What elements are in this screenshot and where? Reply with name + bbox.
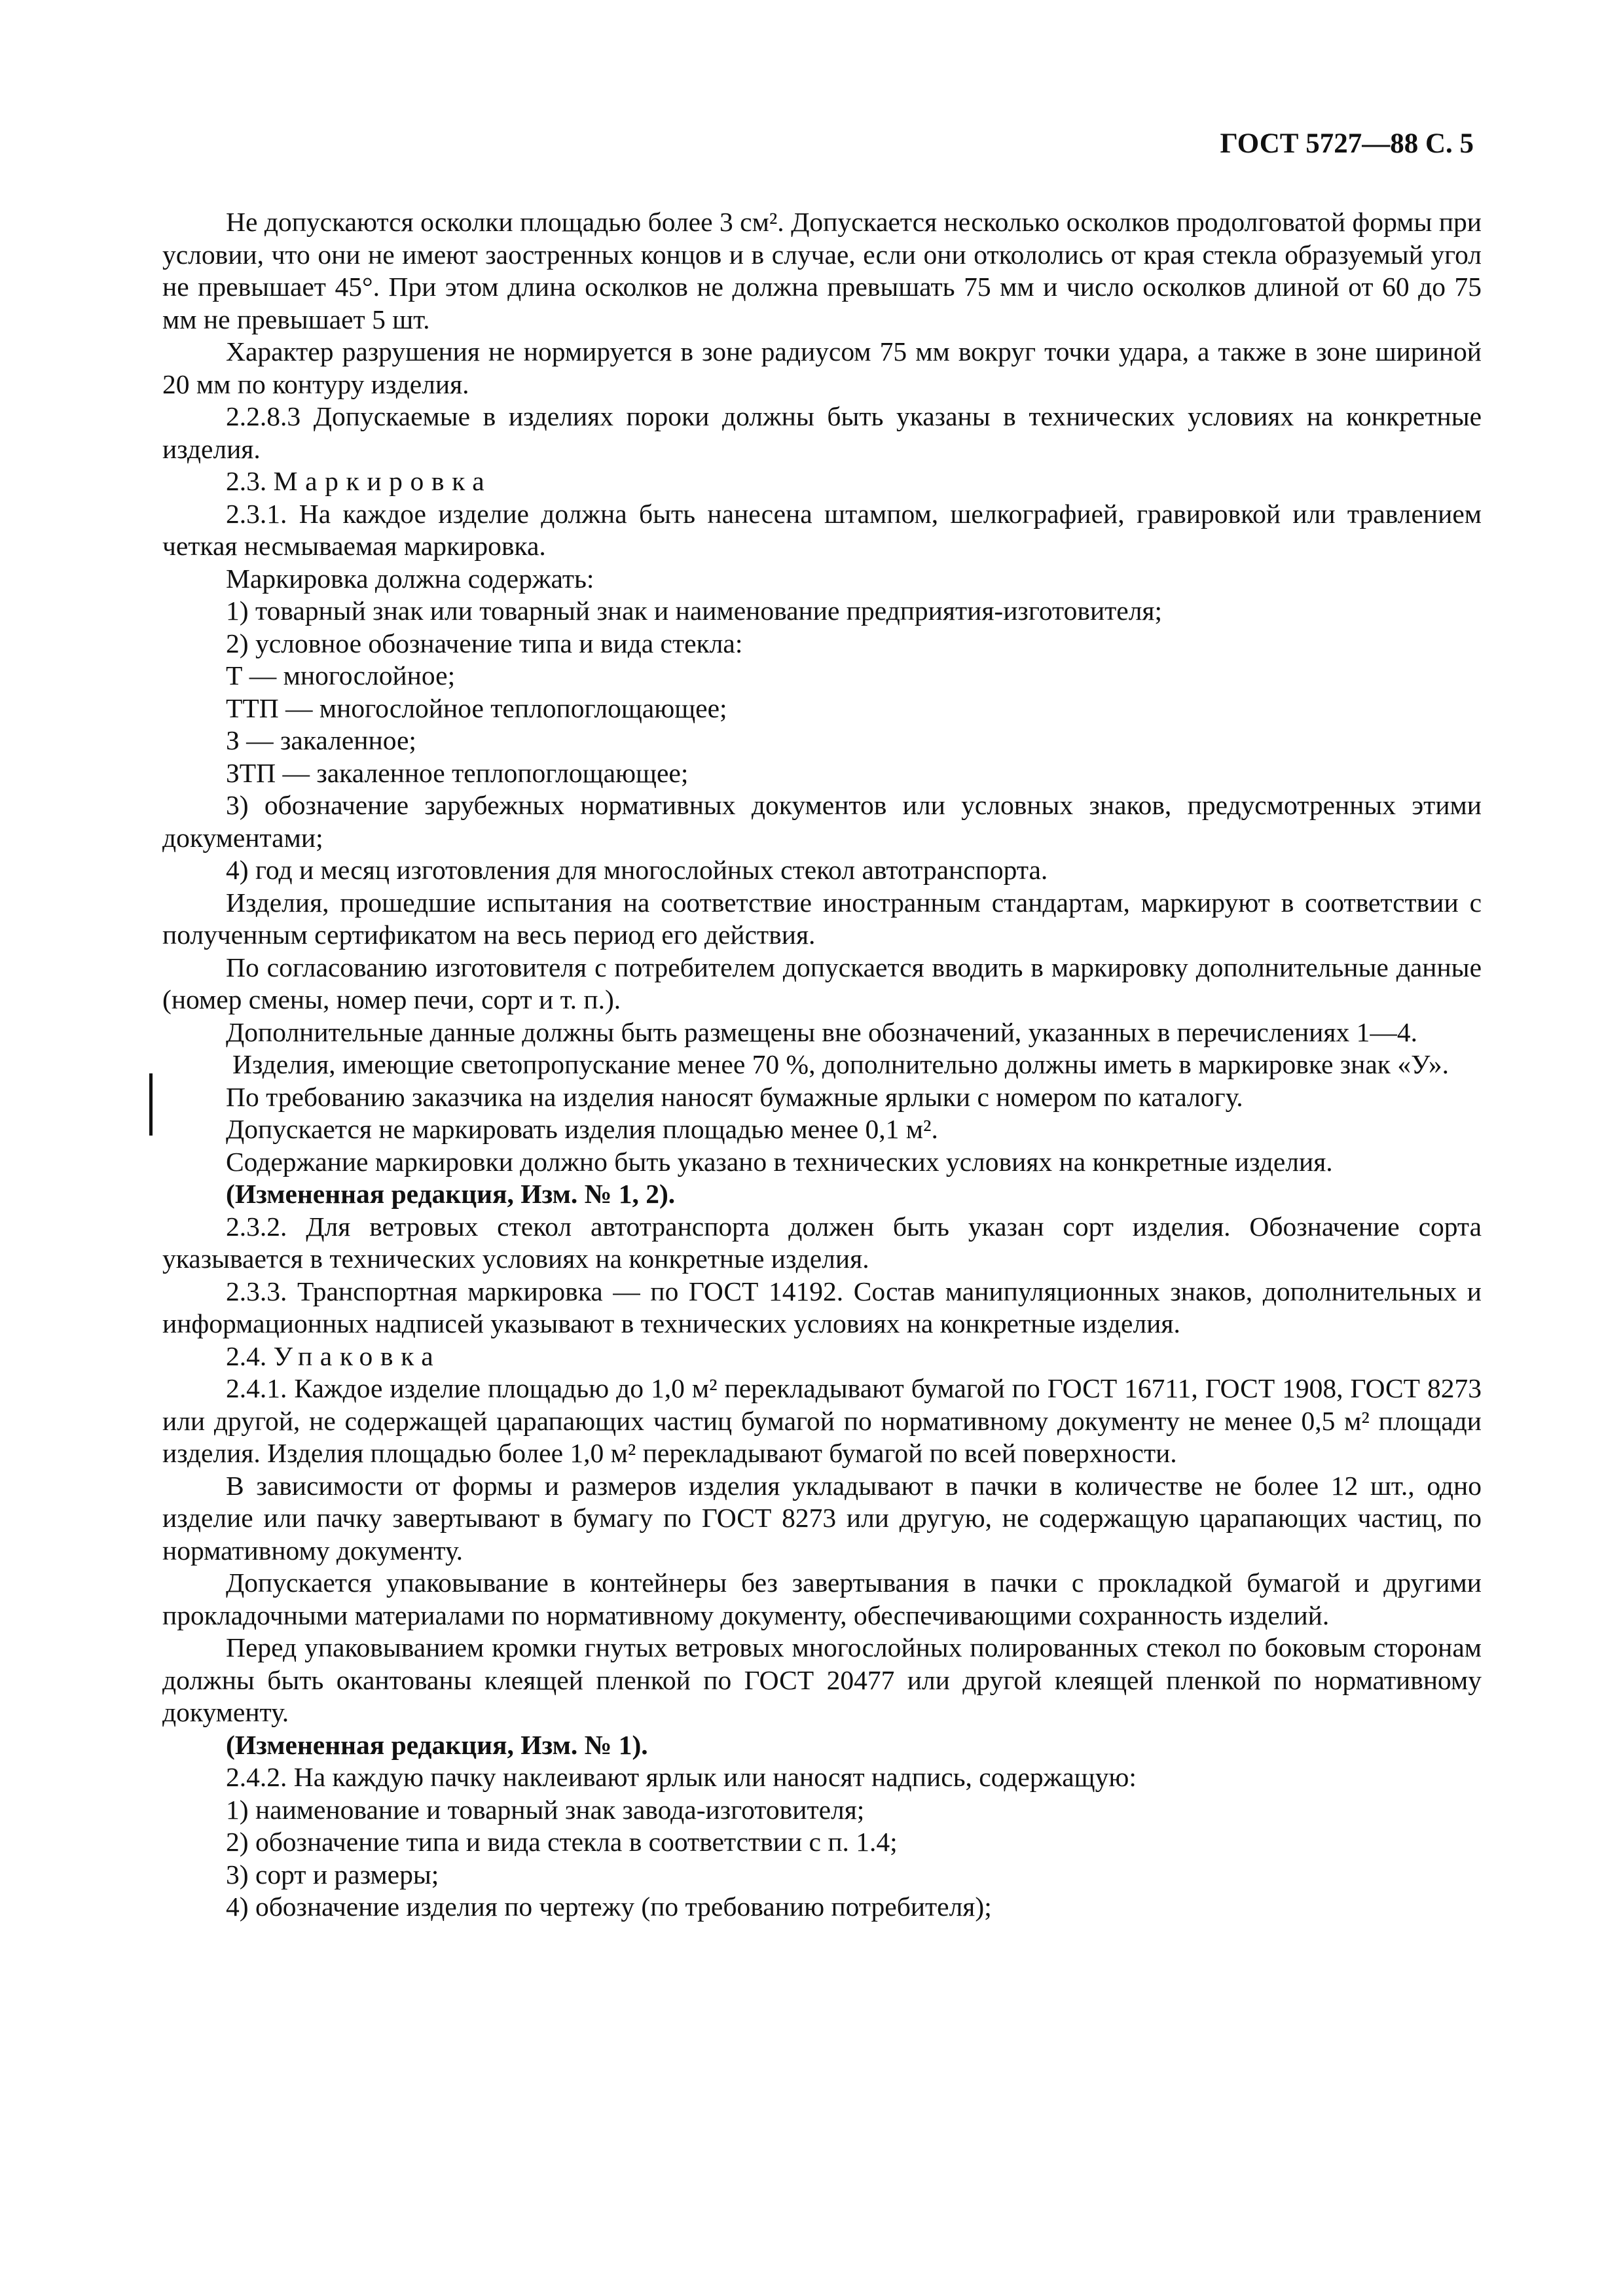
paragraph: 2.4.1. Каждое изделие площадью до 1,0 м² перекладывают бумагой по ГОСТ 16711, ГОСТ 1908, ГОСТ 8273 или другой, не содержащей царапающих частиц бумагой по нормативному документу не менее 0,5 м² площади изделия. Изделия площадью более 1,0 м² перекладывают бумагой по всей поверхности. xyxy=(162,1373,1482,1468)
list-item: 2) условное обозначение типа и вида стекла: xyxy=(226,628,743,658)
paragraph: По требованию заказчика на изделия наносят бумажные ярлыки с номером по каталогу. xyxy=(226,1081,1243,1112)
list-item: 4) год и месяц изготовления для многослойных стекол автотранспорта. xyxy=(226,855,1048,885)
list-item: 1) товарный знак или товарный знак и наименование предприятия-изготовителя; xyxy=(226,596,1163,626)
section-title: Маркировка xyxy=(273,466,492,496)
document-body xyxy=(162,206,1482,1924)
section-heading-2-4 xyxy=(162,1340,1482,1373)
page-header: ГОСТ 5727—88 С. 5 xyxy=(1220,128,1474,159)
paragraph: Дополнительные данные должны быть размещены вне обозначений, указанных в перечислениях 1—4. xyxy=(226,1016,1417,1047)
paragraph: Допускается не маркировать изделия площадью менее 0,1 м². xyxy=(226,1114,938,1144)
paragraph: 2.2.8.3 Допускаемые в изделиях пороки должны быть указаны в технических условиях на конкретные изделия. xyxy=(162,401,1482,464)
list-item: 3) сорт и размеры; xyxy=(226,1859,439,1890)
paragraph: По согласованию изготовителя с потребителем допускается вводить в маркировку дополнительные данные (номер смены, номер печи, сорт и т. п.). xyxy=(162,952,1482,1014)
section-heading-2-3 xyxy=(162,465,1482,498)
list-item: З — закаленное; xyxy=(226,725,416,755)
paragraph: Допускается упаковывание в контейнеры без завертывания в пачки с прокладкой бумагой и другими прокладочными материалами по нормативному документу, обеспечивающими сохранность изделий. xyxy=(162,1568,1482,1630)
paragraph: Не допускаются осколки площадью более 3 см². Допускается несколько осколков продолговатой формы при условии, что они не имеют заостренных концов и в случае, если они откололись от края стекла образуемый угол не превышает 45°. При этом длина осколков не должна превышать 75 мм и число осколков длиной от 60 до 75 мм не превышает 5 шт. xyxy=(162,207,1482,334)
change-margin-bar xyxy=(149,1073,153,1136)
paragraph: 2.3.3. Транспортная маркировка — по ГОСТ 14192. Состав манипуляционных знаков, дополнительных и информационных надписей указывают в технических условиях на конкретные изделия. xyxy=(162,1276,1482,1338)
paragraph: Содержание маркировки должно быть указано в технических условиях на конкретные изделия. xyxy=(226,1146,1333,1177)
paragraph: 2.3.2. Для ветровых стекол автотранспорта должен быть указан сорт изделия. Обозначение сорта указывается в технических условиях на конкретные изделия. xyxy=(162,1211,1482,1274)
section-number: 2.3. xyxy=(226,466,267,496)
paragraph: Перед упаковыванием кромки гнутых ветровых многослойных полированных стекол по боковым сторонам должны быть окантованы клеящей пленкой по ГОСТ 20477 или другой клеящей пленкой по нормативному документу. xyxy=(162,1632,1482,1727)
section-title: Упаковка xyxy=(273,1340,441,1371)
paragraph: Характер разрушения не нормируется в зоне радиусом 75 мм вокруг точки удара, а также в зоне шириной 20 мм по контуру изделия. xyxy=(162,336,1482,399)
list-item: 1) наименование и товарный знак завода-изготовителя; xyxy=(226,1794,865,1825)
paragraph: 2.3.1. На каждое изделие должна быть нанесена штампом, шелкографией, гравировкой или травлением четкая несмываемая маркировка. xyxy=(162,498,1482,561)
revision-note: (Измененная редакция, Изм. № 1). xyxy=(226,1729,648,1760)
paragraph: Маркировка должна содержать: xyxy=(226,563,594,594)
list-item: 3) обозначение зарубежных нормативных документов или условных знаков, предусмотренных этими документами; xyxy=(162,790,1482,853)
changed-paragraph: Изделия, имеющие светопропускание менее 70 %, дополнительно должны иметь в маркировке знак «У». xyxy=(232,1049,1449,1079)
list-item: 2) обозначение типа и вида стекла в соответствии с п. 1.4; xyxy=(226,1827,898,1857)
paragraph: В зависимости от формы и размеров изделия укладывают в пачки в количестве не более 12 шт., одно изделие или пачку завертывают в бумагу по ГОСТ 8273 или другую, не содержащую царапающих частиц, по нормативному документу. xyxy=(162,1470,1482,1566)
paragraph: 2.4.2. На каждую пачку наклеивают ярлык или наносят надпись, содержащую: xyxy=(226,1762,1137,1792)
list-item: 4) обозначение изделия по чертежу (по требованию потребителя); xyxy=(226,1892,992,1922)
paragraph: Изделия, прошедшие испытания на соответствие иностранным стандартам, маркируют в соответствии с полученным сертификатом на весь период его действия. xyxy=(162,887,1482,950)
list-item: ЗТП — закаленное теплопоглощающее; xyxy=(226,757,689,788)
list-item: Т — многослойное; xyxy=(226,660,456,691)
section-number: 2.4. xyxy=(226,1340,267,1371)
revision-note: (Измененная редакция, Изм. № 1, 2). xyxy=(226,1179,676,1209)
list-item: ТТП — многослойное теплопоглощающее; xyxy=(226,692,727,723)
